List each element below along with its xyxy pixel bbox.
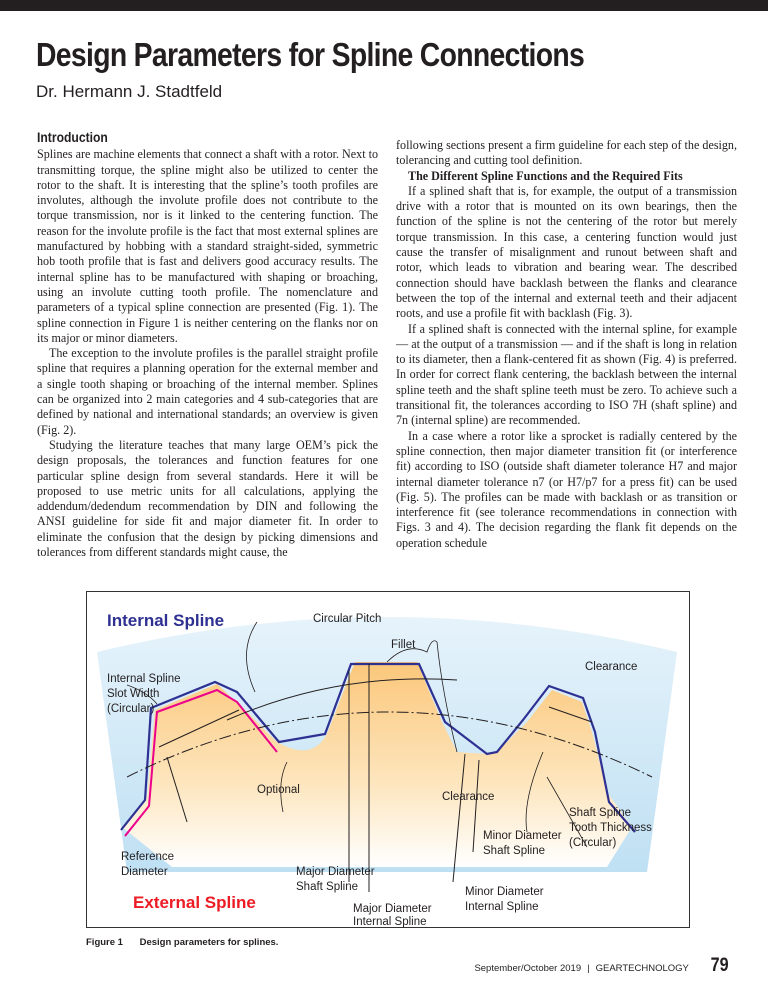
label-major-shaft-2: Shaft Spline [296,881,359,893]
paragraph: If a splined shaft that is, for example, the output of a transmission drive with a rotor that is mounted on its own bearings, then the function of the spline is not the centering of the rotor but merely torque transmission. In this case, a centering function would just cause the transfer of misalignment and runout between shaft and rotor, which leads to vibration and bearing wear. The described connection should have backlash between the flanks and clearance between the top of the internal and external teeth and their adjacent roots, and use a profile fit with backlash (Fig. 3). [396,183,737,321]
footer-separator: | [587,963,590,974]
figure-spline-diagram [86,591,690,928]
label-slot-width-3: (Circular) [107,703,155,715]
label-optional: Optional [257,784,300,796]
label-reference-1: Reference [121,851,175,863]
page-footer [474,955,730,977]
paragraph: In a case where a rotor like a sprocket is radially centered by the spline connection, then major diameter transition fit (or interference fit) according to ISO (outside shaft diameter tolerance H7 and major internal diameter tolerance n7 (or H7/p7 for a press fit) can be used (Fig. 5). The profiles can be made with backlash or as transition or interference fit (see tolerance recommendations in connection with Figs. 3 and 4). The decision regarding the flank fit depends on the operation schedule [396,428,737,550]
issue-date: September/October 2019 [474,963,582,974]
section-heading: Introduction [37,130,108,145]
label-major-internal-2: Internal Spline [353,916,427,927]
paragraph: Splines are machine elements that connect a shaft with a rotor. Next to transmitting torque, the spline might also be utilized to center the rotor to the shaft. It is interesting that the spline’s tooth profiles are involutes, although the involute profile does not contribute to the torque transmission, nor is it linked to the centering function. The reason for the involute profile is the fact that most external splines are manufactured by hobbing with a standard straight-sided, symmetric hob tooth profile that is fast and delivers good accuracy results. The internal spline has to be manufactured with shaping or broaching, using an involute cutting tooth profile. The nomenclature and parameters of a typical spline connection are presented (Fig. 1). The spline connection in Figure 1 is neither centering on the flanks nor on its major or minor diameters. [37,147,378,345]
page-number: 79 [710,955,729,976]
label-major-internal-1: Major Diameter [353,903,432,915]
label-fillet: Fillet [391,639,416,651]
right-column [396,138,737,551]
paragraph: Studying the literature teaches that many large OEM’s pick the design proposals, the tolerances and function features for one particular spline design from several standards. Here it will be proposed to use metric units for all calculations, applying the addendum/dedendum recommendation by DIN and following the ANSI guideline for side fit and major diameter fit. In order to eliminate the confusion that the design by picking dimensions and tolerances from different standards might cause, the [37,437,378,560]
article-title: Design Parameters for Spline Connections [36,36,585,73]
publication-name: GEARTECHNOLOGY [595,963,689,974]
label-tooth-thickness-1: Shaft Spline [569,807,632,819]
label-clearance-mid: Clearance [442,791,495,803]
label-internal-spline: Internal Spline [107,611,225,630]
label-tooth-thickness-3: (Circular) [569,837,617,849]
caption-number: Figure 1 [86,937,123,948]
label-clearance-top: Clearance [585,661,638,673]
paragraph: If a splined shaft is connected with the internal spline, for example — at the output of a transmission — and if the shaft is long in relation to its diameter, then a flank-centered fit as shown (Fig. 4) is preferred. In order for correct flank centering, the backlash between the internal spline teeth and the shaft spline teeth must be zero. To achieve such a transitional fit, the tolerances according to ISO 7H (shaft spline) and 7n (internal spline) are recommended. [396,321,737,428]
paragraph: The exception to the involute profiles is the parallel straight profile spline that requires a planning operation for the external member and a single tooth shaping or broaching of the internal member. Splines can be organized into 2 main categories and 4 sub-categories that are defined by national and international standards; an overview is given (Fig. 2). [37,346,378,437]
label-slot-width-2: Slot Width [107,688,160,700]
label-minor-shaft-2: Shaft Spline [483,845,546,857]
label-major-shaft-1: Major Diameter [296,866,375,878]
label-minor-internal-2: Internal Spline [465,901,539,913]
label-tooth-thickness-2: Tooth Thickness [569,822,652,834]
label-circular-pitch: Circular Pitch [313,613,382,625]
top-bar [0,0,768,11]
label-minor-shaft-1: Minor Diameter [483,830,562,842]
left-column [37,130,378,560]
label-external-spline: External Spline [133,893,256,912]
caption-text: Design parameters for splines. [139,937,279,948]
label-minor-internal-1: Minor Diameter [465,886,544,898]
subheading: The Different Spline Functions and the Required Fits [408,168,683,183]
label-slot-width-1: Internal Spline [107,673,181,685]
label-reference-2: Diameter [121,866,168,878]
author-name: Dr. Hermann J. Stadtfeld [36,82,223,101]
figure-caption [86,937,278,948]
paragraph-continuation: following sections present a firm guideline for each step of the design, tolerancing and cutting tool definition. [396,138,737,168]
spline-diagram-svg [87,592,689,927]
